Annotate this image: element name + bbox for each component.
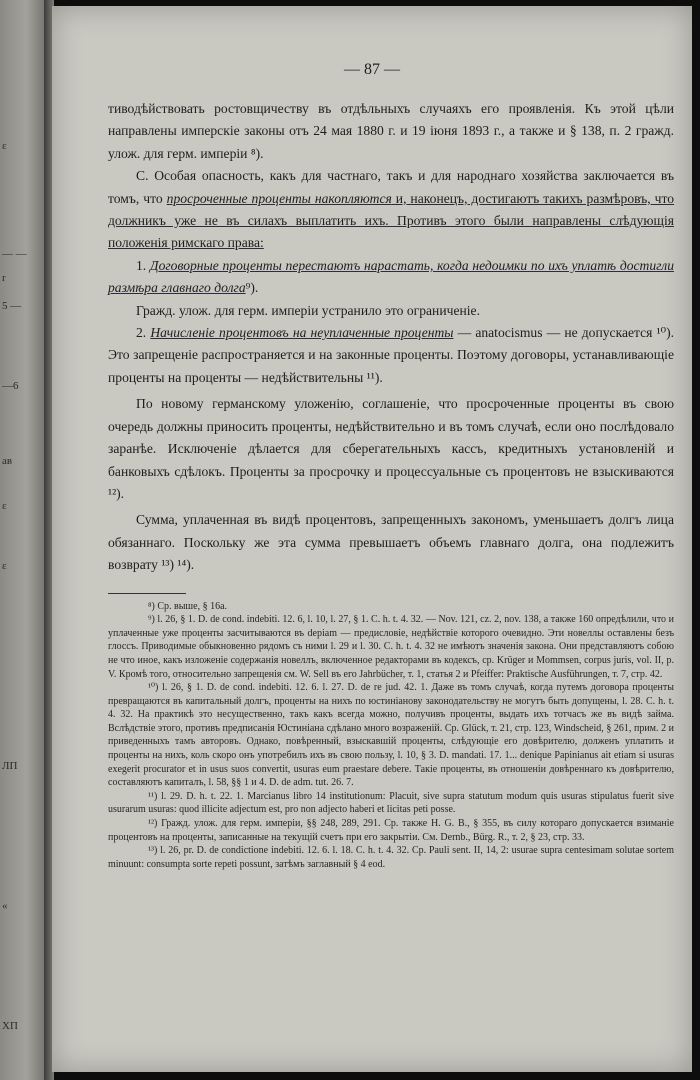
left-fragment: ЛП [2, 760, 18, 772]
emphasized-text: Договорные проценты перестаютъ нарастать, когда недоимки по ихъ уплатѣ достигли размѣра главнаго долга [108, 257, 674, 296]
footnotes [108, 600, 674, 872]
paragraph-text: 1. [136, 257, 150, 273]
page-number: — 87 — [344, 61, 400, 78]
left-fragment: ε [2, 560, 7, 572]
underlined-text: и, наконецъ, достигаютъ такихъ размѣровъ, что должникъ уже не въ силахъ выплатить ихъ. Противъ этого были направлены слѣдующія положенія римскаго права: [108, 190, 675, 251]
emphasized-text: просроченные проценты накопляются [166, 190, 392, 206]
footnote-8: ⁸) Ср. выше, § 16а. [148, 600, 228, 612]
footnote-9: ⁹) l. 26, § 1. D. de cond. indebiti. 12. 6, l. 10, l. 27, § 1. C. h. t. 4. 32. — Nov. 121, cz. 2, nov. 138, а также 160 опредѣлили, что и уплаченные уже проценты засчитываются въ depiam — предисловіе, недѣйствіе которого очевидно. Эти новеллы оставлены безъ глоссъ. Приводимые обыкновенно рядомъ съ ними l. 29 и l. 30. C. h. t. 4. 32 не имѣютъ значенія закона. Они представляютъ собою не что иное, какъ изложеніе содержанія новеллъ, включенное редакторами въ кодексъ, ср. Krüger и Mommsen, corpus juris, vol. II, p. V. Кромѣ того, относительно запрещенія см. W. Sell въ его Jahrbücher, т. 1, статья 2 и Pfeiffer: Praktische Ausführungen, т. 7, стр. 42. [108, 614, 674, 680]
left-fragment: — — [2, 248, 27, 260]
footnote-10: ¹⁰) l. 26, § 1. D. de cond. indebiti. 12. 6. l. 27. D. de re jud. 42. 1. Даже въ томъ случаѣ, когда путемъ договора проценты превращаются въ капитальный долгъ, проценты на нихъ по юстиніанову законодательству не могутъ быть допущены, l. 28. C. h. t. 4. 32. На практикѣ это несущественно, такъ какъ всегда можно, получивъ проценты, выдать ихъ тотчасъ же въ видѣ займа. Вслѣдствіе этого, противъ предписанія Юстиніана сдѣлано много возраженій. Ср. Glück, т. 21, стр. 123, Windscheid, § 261, прим. 2 и приведенныхъ тамъ авторовъ. Однако, повѣренный, взыскавшій проценты, слѣдующіе его довѣрителю, долженъ уплатить и проценты на нихъ, коль скоро онъ употребилъ ихъ въ свою пользу, l. 10, § 3. D. mandati. 17. 1... denique Papinianus ait etiam si usuras exegerit procurator et in usus suos convertit, usuras eum praestare debere. Такіе проценты, въ отношеніи довѣреннаго къ довѣрителю, составляютъ капиталъ, l. 58, §§ 1 и 4. D. de adm. tut. 26. 7. [108, 682, 674, 789]
book-page [52, 6, 692, 1072]
footnote-11: ¹¹) l. 29. D. h. t. 22. 1. Marcianus libro 14 institutionum: Placuit, sive supra statutum modum quis usuras stipulatus fuerit sive usurarum usuras: quod illicite adjectum est, pro non adjecto haberi et licitas peti posse. [108, 790, 674, 816]
paragraph-text: — anatocismus — не допускается ¹⁰). Это запрещеніе распространяется и на законные проценты. Поэтому договоры, устанавливающіе проценты на проценты — недѣйствительны ¹¹). [108, 325, 674, 385]
left-fragment: « [2, 900, 8, 912]
body-paragraph-7: Сумма, уплаченная въ видѣ процентовъ, запрещенныхъ закономъ, уменьшаетъ долгъ лица обязаннаго. Поскольку же эта сумма превышаетъ объемъ главнаго долга, она подлежитъ возврату ¹³) ¹⁴). [108, 512, 674, 573]
footnote-12: ¹²) Гражд. улож. для герм. имперіи, §§ 248, 289, 291. Ср. также H. G. B., § 355, въ силу котораго допускается взиманіе процентовъ на проценты, записанные на текущій счетъ при его закрытіи. См. Dernb., Bürg. R., т. 2, § 23, стр. 33. [108, 818, 674, 843]
left-fragment: r [2, 272, 6, 284]
paragraph-text: 2. [136, 325, 151, 341]
left-fragment: —6 [2, 380, 19, 392]
body-paragraph-5 [108, 322, 674, 389]
left-fragment: 5 — [2, 300, 22, 312]
body-paragraph-3 [108, 255, 674, 300]
page-content [108, 98, 674, 871]
emphasized-text: Начисленіе процентовъ на неуплаченные проценты [150, 325, 454, 341]
body-paragraph-6: По новому германскому уложенію, соглашеніе, что просроченные проценты въ свою очередь должны приносить проценты, недѣйствительно и въ томъ случаѣ, если оно послѣдовало заранѣе. Исключеніе дѣлается для сберегательныхъ кассъ, кредитныхъ установленій и банковыхъ сдѣлокъ. Проценты за просрочку и процессуальные съ процентовъ не взыскиваются ¹²). [108, 396, 674, 501]
left-fragment: ε [2, 140, 7, 152]
footnote-separator [108, 593, 186, 594]
body-paragraph-2 [108, 165, 674, 255]
paragraph-text: С. Особая опасность, какъ для частнаго, такъ и для народнаго хозяйства заключается въ томъ, что [108, 168, 674, 206]
left-fragment: ε [2, 500, 7, 512]
footnote-13: ¹³) l. 26, pr. D. de condictione indebiti. 12. 6. l. 18. C. h. t. 4. 32. Ср. Pauli sent. II, 14, 2: usurae supra centesimam solutae sortem minuunt: consumpta sorte repeti possunt, затѣмъ заглавный § 4 eod. [108, 845, 674, 870]
body-paragraph-1: тиводѣйствовать ростовщичеству въ отдѣльныхъ случаяхъ его проявленія. Къ этой цѣли направлены имперскіе законы отъ 24 мая 1880 г. и 19 іюня 1893 г., а также и § 138, п. 2 гражд. улож. для герм. имперіи ⁸). [108, 101, 674, 161]
body-paragraph-4: Гражд. улож. для герм. имперіи устранило это ограниченіе. [136, 302, 480, 318]
footnote-ref: ⁹). [245, 280, 259, 296]
left-fragment: ав [2, 455, 13, 467]
left-fragment: ΧΠ [2, 1020, 18, 1032]
left-page-edge [0, 0, 48, 1080]
